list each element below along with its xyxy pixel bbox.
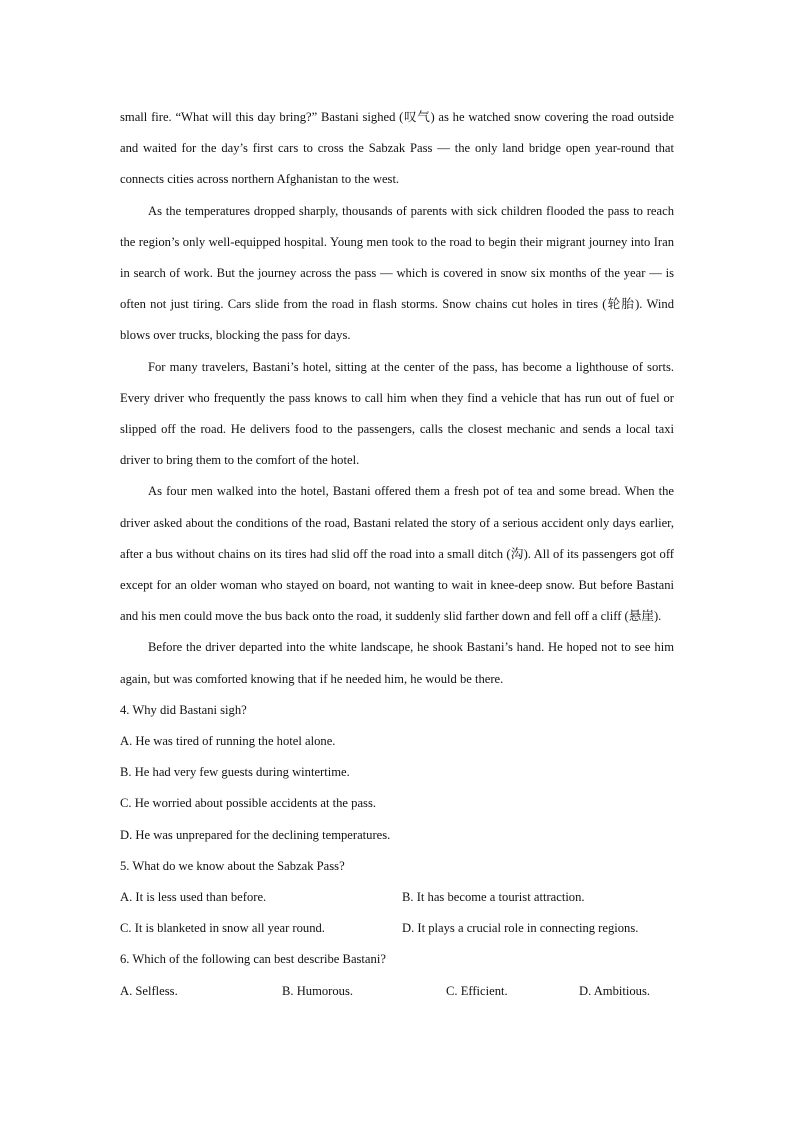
option-c: C. He worried about possible accidents at the pass. xyxy=(120,796,377,811)
option-d: D. He was unprepared for the declining temperatures. xyxy=(120,827,391,842)
option-a: A. Selfless. xyxy=(120,983,178,998)
question-stem: 5. What do we know about the Sabzak Pass? xyxy=(120,858,345,873)
question-stem: 6. Which of the following can best describe Bastani? xyxy=(120,952,386,967)
passage-paragraph-5: Before the driver departed into the white landscape, he shook Bastani’s hand. He hoped not to see him again, but was comforted knowing that if he needed him, he would be there. xyxy=(120,640,674,686)
option-d: D. It plays a crucial role in connecting regions. xyxy=(402,921,639,936)
passage-paragraph-2: As the temperatures dropped sharply, thousands of parents with sick children flooded the pass to reach the region’s only well-equipped hospital. Young men took to the road to begin their migrant journey into Iran in search of work. But the journey across the pass — which is covered in snow six months of the year — is often not just tiring. Cars slide from the road in flash storms. Snow chains cut holes in tires (轮胎). Wind blows over trucks, blocking the pass for days. xyxy=(120,203,674,343)
option-c: C. It is blanketed in snow all year round. xyxy=(120,921,325,936)
options-row xyxy=(120,976,674,1007)
question-5 xyxy=(120,851,674,945)
options-grid xyxy=(120,882,674,944)
option-b: B. He had very few guests during wintertime. xyxy=(120,765,350,780)
question-6 xyxy=(120,944,674,1006)
question-stem: 4. Why did Bastani sigh? xyxy=(120,702,247,717)
passage-paragraph-1: small fire. “What will this day bring?” Bastani sighed (叹气) as he watched snow covering the road outside and waited for the day’s first cars to cross the Sabzak Pass — the only land bridge open year-round that connects cities across northern Afghanistan to the west. xyxy=(120,110,674,187)
option-d: D. Ambitious. xyxy=(579,983,651,998)
option-a: A. It is less used than before. xyxy=(120,890,267,905)
option-a: A. He was tired of running the hotel alone. xyxy=(120,734,336,749)
question-4 xyxy=(120,695,674,851)
option-b: B. It has become a tourist attraction. xyxy=(402,890,585,905)
passage-paragraph-3: For many travelers, Bastani’s hotel, sitting at the center of the pass, has become a lighthouse of sorts. Every driver who frequently the pass knows to call him when they find a vehicle that has run out of fuel or slipped off the road. He delivers food to the passengers, calls the closest mechanic and sends a local taxi driver to bring them to the comfort of the hotel. xyxy=(120,359,674,468)
document-content xyxy=(120,102,674,1007)
option-c: C. Efficient. xyxy=(446,983,508,998)
passage-paragraph-4: As four men walked into the hotel, Bastani offered them a fresh pot of tea and some bread. When the driver asked about the conditions of the road, Bastani related the story of a serious accident only days earlier, after a bus without chains on its tires had slid off the road into a small ditch (沟). All of its passengers got off except for an older woman who stayed on board, not wanting to wait in knee-deep snow. But before Bastani and his men could move the bus back onto the road, it suddenly slid farther down and fell off a cliff (悬崖). xyxy=(120,484,674,624)
option-b: B. Humorous. xyxy=(282,983,354,998)
